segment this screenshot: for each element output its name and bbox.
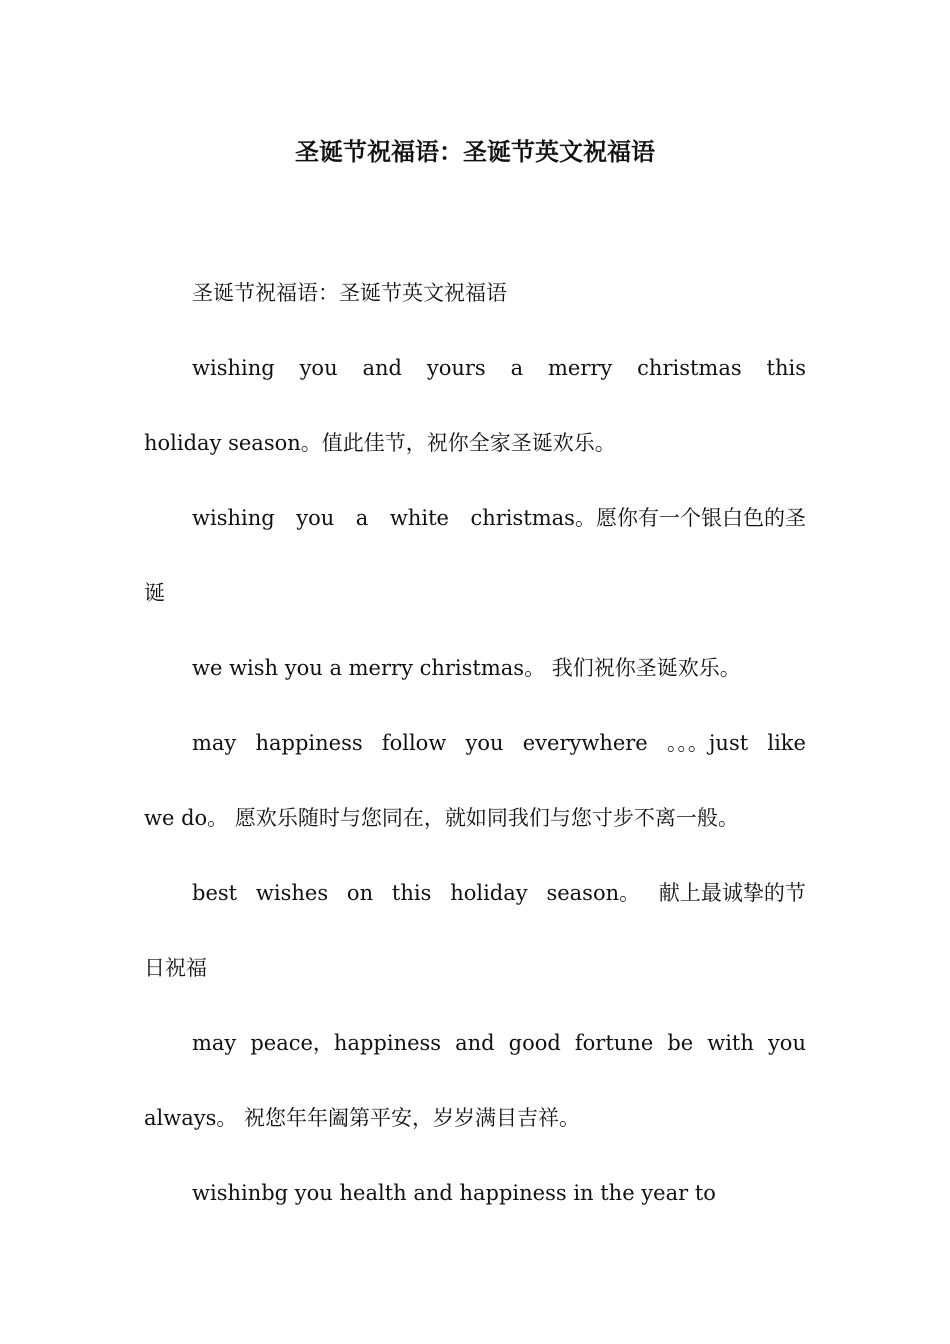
paragraph-8 — [144, 1156, 806, 1231]
paragraph-4 — [144, 631, 806, 706]
word: yours — [426, 356, 486, 380]
paragraph-line: holiday season。值此佳节，祝你全家圣诞欢乐。 — [144, 431, 616, 455]
word: may — [192, 731, 237, 755]
word: christmas — [637, 356, 742, 380]
paragraph-line — [144, 856, 806, 931]
paragraph-1 — [144, 256, 806, 331]
word: wishing — [192, 506, 275, 530]
word: follow — [381, 731, 447, 755]
word: white — [389, 506, 449, 530]
word: holiday — [450, 881, 528, 905]
word: with — [707, 1031, 754, 1055]
paragraph-line — [144, 706, 806, 781]
word: you — [296, 506, 335, 530]
paragraph-line: 诞 — [144, 581, 165, 605]
word: wishing — [192, 356, 275, 380]
paragraph-line: we wish you a merry christmas。 我们祝你圣诞欢乐。 — [192, 656, 741, 680]
word: good — [508, 1031, 561, 1055]
word: season。 — [546, 881, 641, 905]
word: merry — [548, 356, 613, 380]
word: wishes — [255, 881, 329, 905]
paragraph-line: 日祝福 — [144, 956, 207, 980]
document-body — [144, 256, 806, 1231]
paragraph-5 — [144, 706, 806, 856]
word: 。。。just — [666, 731, 749, 755]
word: best — [192, 881, 238, 905]
paragraph-line — [144, 331, 806, 406]
paragraph-line: 圣诞节祝福语：圣诞节英文祝福语 — [192, 281, 507, 305]
paragraph-7 — [144, 1006, 806, 1156]
word: and — [455, 1031, 495, 1055]
word: a — [355, 506, 369, 530]
paragraph-line: wishinbg you health and happiness in the year to — [192, 1181, 716, 1205]
paragraph-line — [144, 481, 806, 556]
word: 献上最诚挚的节 — [658, 881, 806, 905]
paragraph-2 — [144, 331, 806, 481]
word: you — [465, 731, 504, 755]
paragraph-3 — [144, 481, 806, 631]
word: may — [192, 1031, 237, 1055]
word: everywhere — [522, 731, 648, 755]
word: you — [767, 1031, 806, 1055]
word: this — [391, 881, 432, 905]
word: a — [510, 356, 524, 380]
word: this — [766, 356, 806, 380]
word: like — [767, 731, 806, 755]
word: you — [299, 356, 338, 380]
paragraph-6 — [144, 856, 806, 1006]
paragraph-line: always。 祝您年年阖第平安，岁岁满目吉祥。 — [144, 1106, 581, 1130]
paragraph-line: we do。 愿欢乐随时与您同在，就如同我们与您寸步不离一般。 — [144, 806, 739, 830]
paragraph-line — [144, 1006, 806, 1081]
word: happiness — [255, 731, 363, 755]
document-title: 圣诞节祝福语：圣诞节英文祝福语 — [295, 138, 655, 166]
word: peace，happiness — [250, 1031, 442, 1055]
word: christmas。愿你有一个银白色的圣 — [470, 506, 806, 530]
word: fortune — [574, 1031, 654, 1055]
word: be — [667, 1031, 694, 1055]
word: and — [362, 356, 402, 380]
word: on — [346, 881, 374, 905]
